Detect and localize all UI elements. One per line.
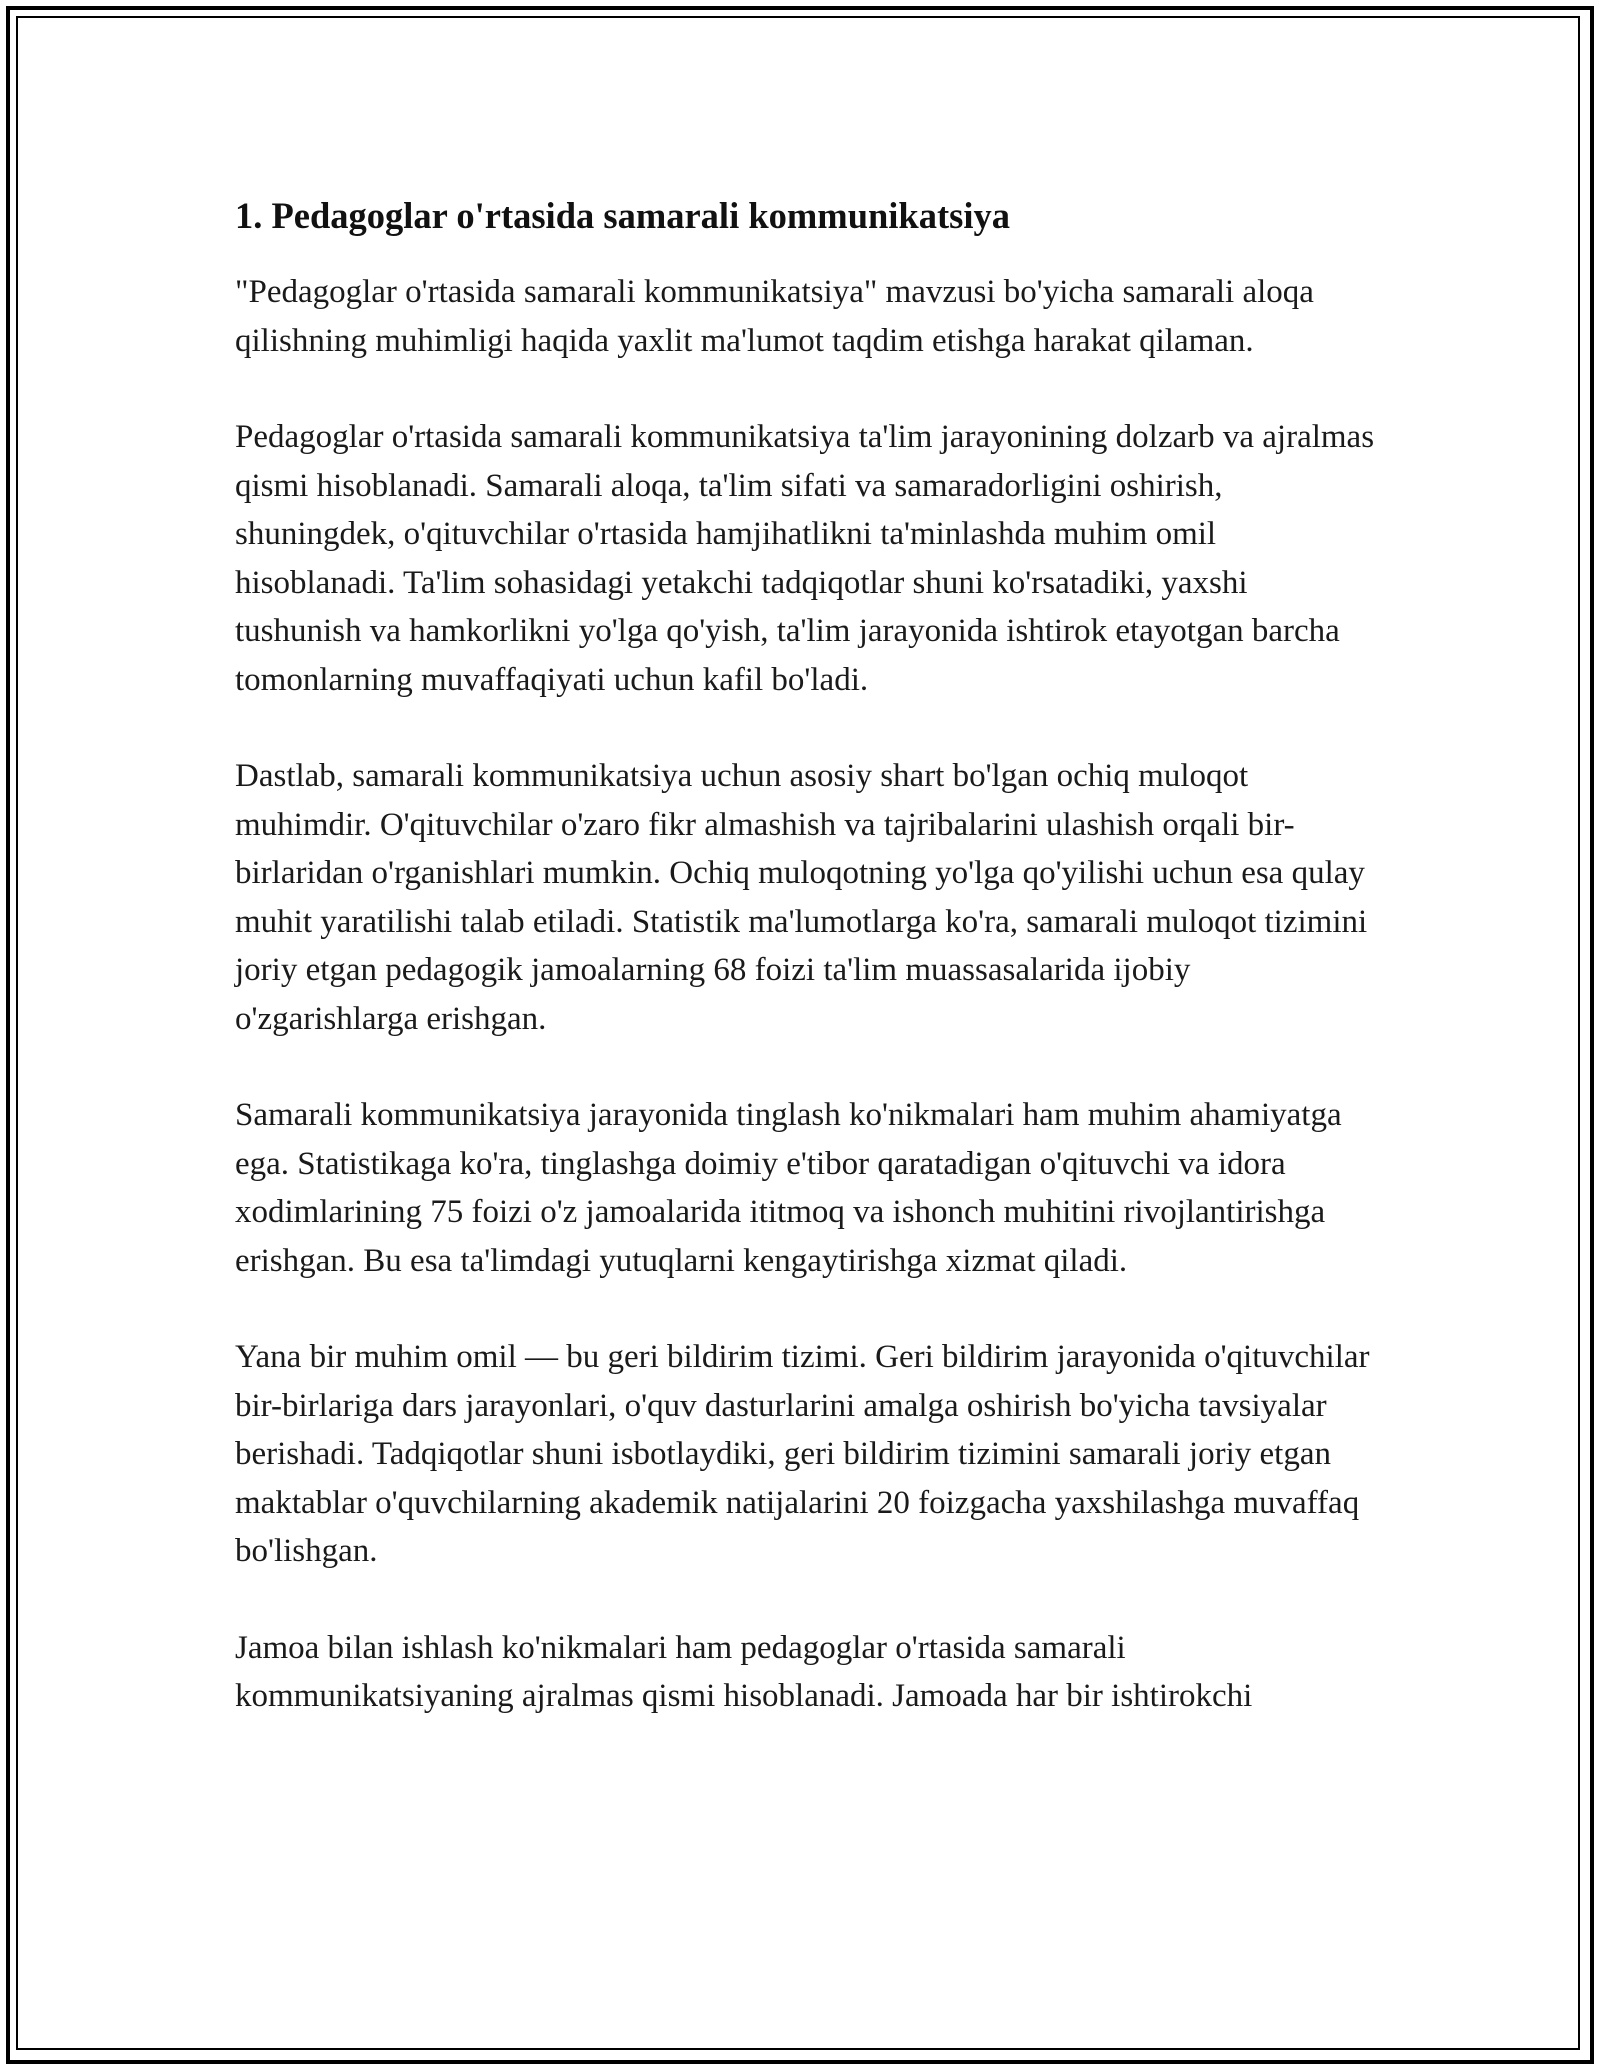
- paragraph-importance: Pedagoglar o'rtasida samarali kommunikatsiya ta'lim jarayonining dolzarb va ajralmas qismi hisoblanadi. Samarali aloqa, ta'lim sifati va samaradorligini oshirish, shuningdek, o'qituvchilar o'rtasida hamjihatlikni ta'minlashda muhim omil hisoblanadi. Ta'lim sohasidagi yetakchi tadqiqotlar shuni ko'rsatadiki, yaxshi tushunish va hamkorlikni yo'lga qo'yish, ta'lim jarayonida ishtirok etayotgan barcha tomonlarning muvaffaqiyati uchun kafil bo'ladi.: [235, 419, 1375, 698]
- paragraph-open-dialogue: Dastlab, samarali kommunikatsiya uchun asosiy shart bo'lgan ochiq muloqot muhimdir. O'qituvchilar o'zaro fikr almashish va tajribalarini ulashish orqali bir-birlaridan o'rganishlari mumkin. Ochiq muloqotning yo'lga qo'yilishi uchun esa qulay muhit yaratilishi talab etiladi. Statistik ma'lumotlarga ko'ra, samarali muloqot tizimini joriy etgan pedagogik jamoalarning 68 foizi ta'lim muassasalarida ijobiy o'zgarishlarga erishgan.: [235, 758, 1368, 1037]
- paragraph-listening-skills: Samarali kommunikatsiya jarayonida tinglash ko'nikmalari ham muhim ahamiyatga ega. Statistikaga ko'ra, tinglashga doimiy e'tibor qaratadigan o'qituvchi va idora xodimlarining 75 foizi o'z jamoalarida ititmoq va ishonch muhitini rivojlantirishga erishgan. Bu esa ta'limdagi yutuqlarni kengaytirishga xizmat qiladi.: [235, 1097, 1342, 1279]
- document-body: [235, 186, 1375, 1769]
- paragraph-feedback-system: Yana bir muhim omil — bu geri bildirim tizimi. Geri bildirim jarayonida o'qituvchilar bir-birlariga dars jarayonlari, o'quv dasturlarini amalga oshirish bo'yicha tavsiyalar berishadi. Tadqiqotlar shuni isbotlaydiki, geri bildirim tizimini samarali joriy etgan maktablar o'quvchilarning akademik natijalarini 20 foizgacha yaxshilashga muvaffaq bo'lishgan.: [235, 1339, 1370, 1569]
- paragraph-teamwork: Jamoa bilan ishlash ko'nikmalari ham pedagoglar o'rtasida samarali kommunikatsiyaning ajralmas qismi hisoblanadi. Jamoada har bir ishtirokchi: [235, 1629, 1253, 1714]
- paragraph-intro: "Pedagoglar o'rtasida samarali kommunikatsiya" mavzusi bo'yicha samarali aloqa qilishning muhimligi haqida yaxlit ma'lumot taqdim etishga harakat qilaman.: [235, 274, 1314, 359]
- section-heading: 1. Pedagoglar o'rtasida samarali kommunikatsiya: [235, 195, 1010, 236]
